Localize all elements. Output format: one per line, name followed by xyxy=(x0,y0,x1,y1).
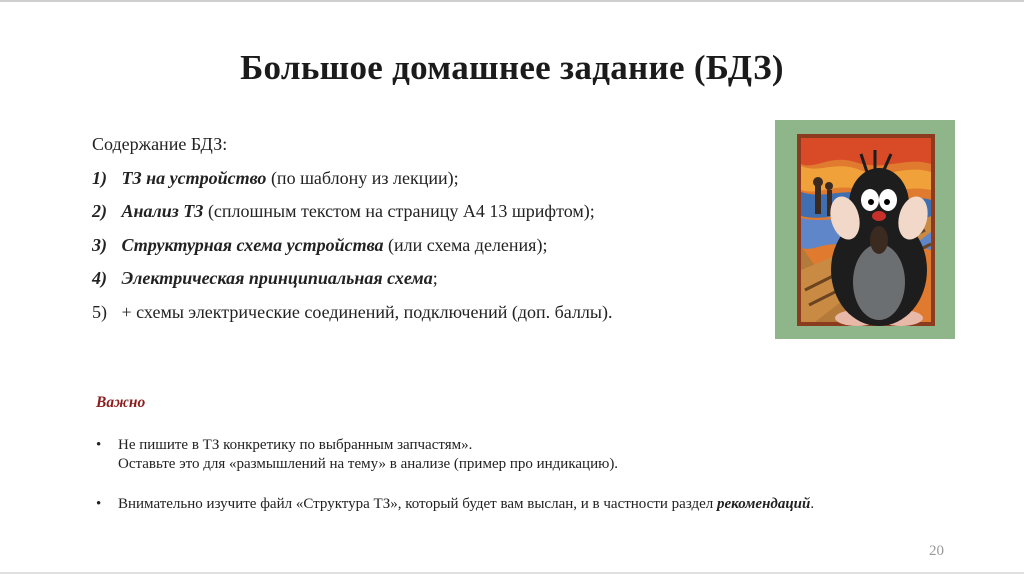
note-line: Не пишите в ТЗ конкретику по выбранным запчастям». xyxy=(118,437,473,453)
slide-title: Большое домашнее задание (БДЗ) xyxy=(240,48,784,87)
list-item-number: 2) xyxy=(92,201,107,221)
note-item xyxy=(96,495,814,514)
page-number: 20 xyxy=(929,543,944,559)
list-item-title: ТЗ на устройство xyxy=(121,167,267,188)
list-item-text: ; xyxy=(432,268,438,288)
list-item xyxy=(92,162,613,196)
list-item-number: 5) xyxy=(92,301,107,322)
note-end: . xyxy=(810,496,815,512)
list-item-text: (сплошным текстом на страницу А4 13 шрифтом); xyxy=(203,201,595,221)
list-item xyxy=(92,195,613,229)
list-item-text: (или схема деления); xyxy=(383,234,548,255)
note-emphasis: рекомендаций xyxy=(717,496,811,512)
list-item-text: + схемы электрические соединений, подключений (доп. баллы). xyxy=(121,301,613,322)
bullet-icon: • xyxy=(96,437,102,453)
note-item xyxy=(96,436,814,474)
list-item xyxy=(92,229,613,263)
list-item-title: Структурная схема устройства xyxy=(121,234,384,255)
note-text: Внимательно изучите файл «Структура ТЗ», который будет вам выслан, и в частности раздел xyxy=(118,496,718,512)
screaming-mole-cartoon-icon xyxy=(775,120,955,339)
list-item xyxy=(92,262,613,296)
list-item-title: Анализ ТЗ xyxy=(121,201,204,221)
list-item-number: 1) xyxy=(92,167,107,188)
list-item-number: 4) xyxy=(92,268,107,288)
list-item-title: Электрическая принципиальная схема xyxy=(121,268,433,288)
important-heading: Важно xyxy=(96,394,146,411)
content-intro: Содержание БДЗ: xyxy=(92,134,228,154)
note-line: Оставьте это для «размышлений на тему» в анализе (пример про индикацию). xyxy=(118,456,619,472)
list-item xyxy=(92,296,613,330)
content-list xyxy=(92,128,613,329)
important-notes xyxy=(96,436,814,514)
list-item-number: 3) xyxy=(92,234,107,255)
list-item-text: (по шаблону из лекции); xyxy=(266,167,459,188)
bullet-icon: • xyxy=(96,496,102,512)
